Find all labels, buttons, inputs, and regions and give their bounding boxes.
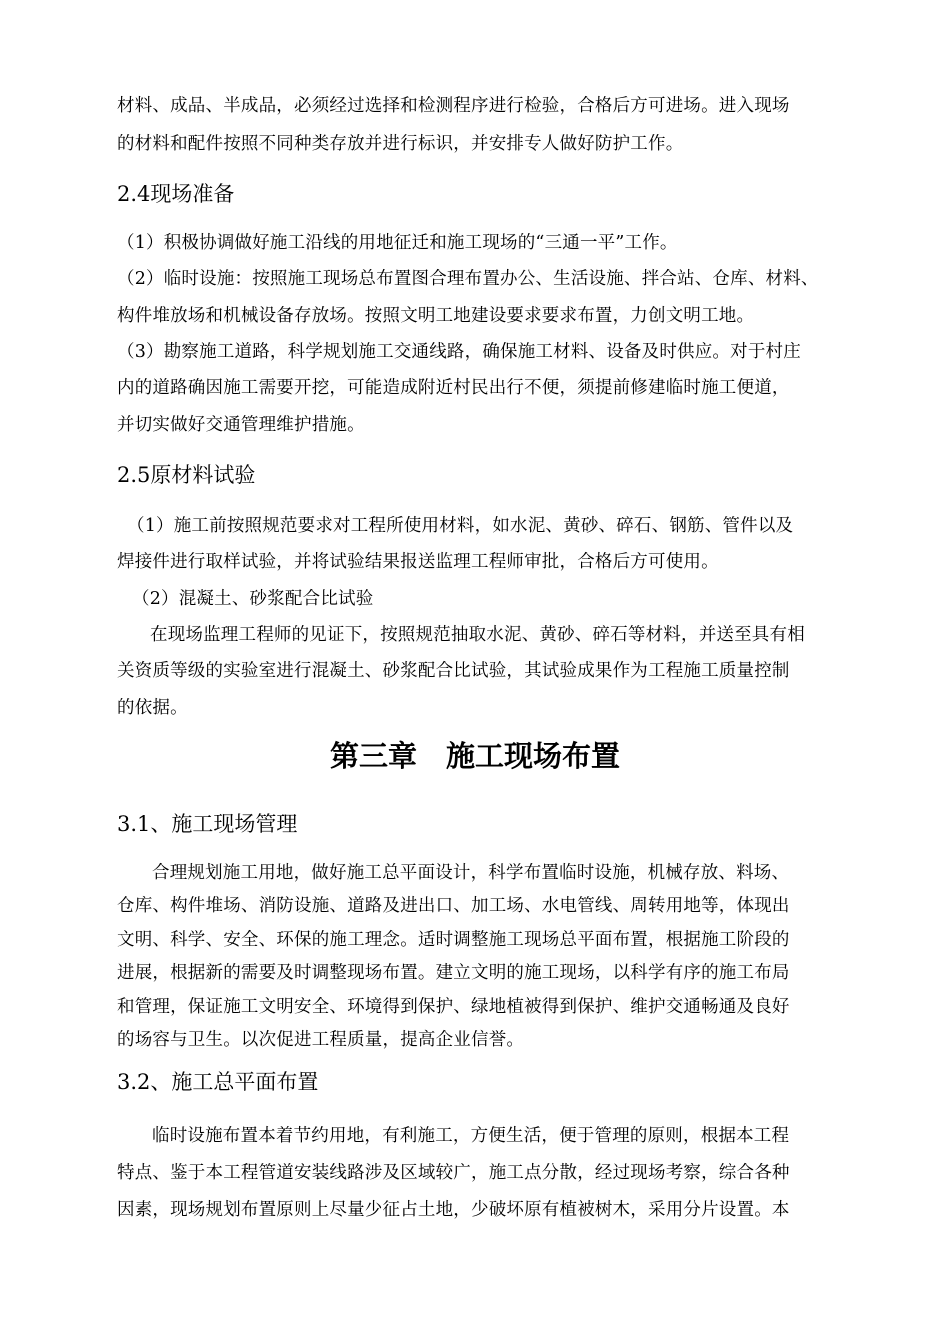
section-heading-2-5: 2.5原材料试验 — [117, 463, 256, 487]
paragraph-line: 特点、鉴于本工程管道安装线路涉及区域较广，施工点分散，经过现场考察，综合各种 — [117, 1163, 790, 1183]
paragraph-line: 合理规划施工用地，做好施工总平面设计，科学布置临时设施，机械存放、料场、 — [152, 863, 790, 883]
paragraph-line: 焊接件进行取样试验，并将试验结果报送监理工程师审批，合格后方可使用。 — [117, 552, 719, 572]
paragraph-line: （1）施工前按照规范要求对工程所使用材料，如水泥、黄砂、碎石、钢筋、管件以及 — [127, 516, 794, 536]
paragraph-line: 因素，现场规划布置原则上尽量少征占土地，少破坏原有植被树木，采用分片设置。本 — [117, 1200, 790, 1220]
paragraph-line: 构件堆放场和机械设备存放场。按照文明工地建设要求要求布置，力创文明工地。 — [117, 306, 755, 326]
paragraph-line: 的依据。 — [117, 698, 188, 718]
section-heading-3-2: 3.2、施工总平面布置 — [117, 1070, 319, 1094]
paragraph-line: （1）积极协调做好施工沿线的用地征迁和施工现场的“三通一平”工作。 — [117, 233, 678, 253]
paragraph-line: （2）临时设施：按照施工现场总布置图合理布置办公、生活设施、拌合站、仓库、材料、 — [117, 269, 819, 289]
paragraph-line: 进展，根据新的需要及时调整现场布置。建立文明的施工现场，以科学有序的施工布局 — [117, 963, 790, 983]
paragraph-line: （3）勘察施工道路，科学规划施工交通线路，确保施工材料、设备及时供应。对于村庄 — [117, 342, 801, 362]
paragraph-line: 内的道路确因施工需要开挖，可能造成附近村民出行不便，须提前修建临时施工便道， — [117, 378, 790, 398]
paragraph-line: 的场容与卫生。以次促进工程质量，提高企业信誉。 — [117, 1030, 525, 1050]
paragraph-line: 在现场监理工程师的见证下，按照规范抽取水泥、黄砂、碎石等材料，并送至具有相 — [150, 625, 805, 645]
paragraph-line: 文明、科学、安全、环保的施工理念。适时调整施工现场总平面布置，根据施工阶段的 — [117, 930, 790, 950]
paragraph-line: 和管理，保证施工文明安全、环境得到保护、绿地植被得到保护、维护交通畅通及良好 — [117, 997, 790, 1017]
paragraph-line: 的材料和配件按照不同种类存放并进行标识，并安排专人做好防护工作。 — [117, 134, 684, 154]
paragraph-line: 关资质等级的实验室进行混凝土、砂浆配合比试验，其试验成果作为工程施工质量控制 — [117, 661, 790, 681]
paragraph-line: 并切实做好交通管理维护措施。 — [117, 415, 365, 435]
chapter-title: 第三章 施工现场布置 — [329, 739, 620, 773]
section-heading-2-4: 2.4现场准备 — [117, 182, 235, 206]
paragraph-line: 材料、成品、半成品，必须经过选择和检测程序进行检验，合格后方可进场。进入现场 — [117, 96, 790, 116]
paragraph-line: 仓库、构件堆场、消防设施、道路及进出口、加工场、水电管线、周转用地等，体现出 — [117, 896, 790, 916]
section-heading-3-1: 3.1、施工现场管理 — [117, 812, 298, 836]
paragraph-line: （2）混凝土、砂浆配合比试验 — [132, 589, 374, 609]
paragraph-line: 临时设施布置本着节约用地，有利施工，方便生活，便于管理的原则，根据本工程 — [152, 1126, 790, 1146]
